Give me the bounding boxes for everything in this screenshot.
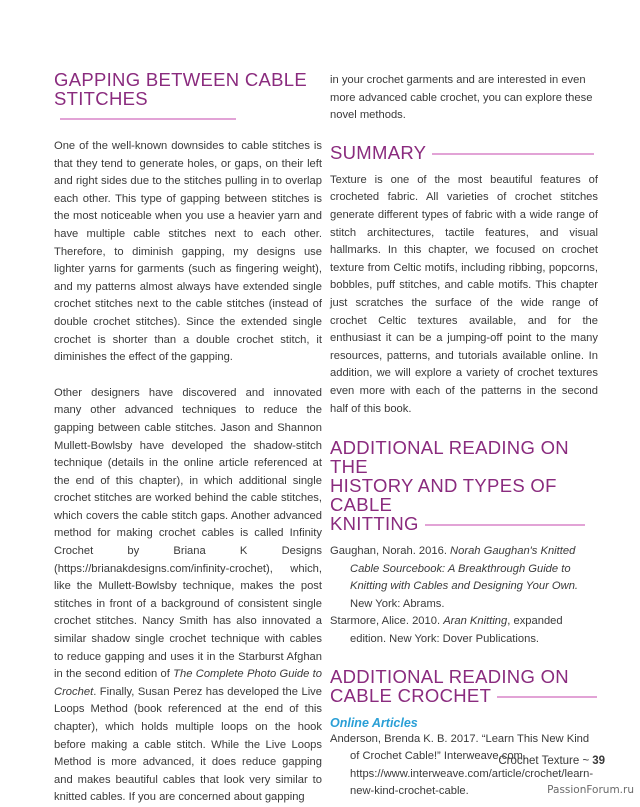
ref-title: Norah Gaughan's Knitted Cable Sourcebook: A Breakthrough Guide to Knitting with Cables and Designing Your Own. <box>350 545 579 593</box>
cable-heading-line2: CABLE CROCHET <box>330 684 492 706</box>
page-footer <box>498 755 605 767</box>
ref-author: Gaughan, Norah. 2016. <box>330 545 451 558</box>
history-heading-line2: HISTORY AND TYPES OF CABLE <box>330 475 557 516</box>
footer-section: Crochet Texture ~ <box>498 755 590 767</box>
summary-paragraph: Texture is one of the most beautiful features of crocheted fabric. All varieties of crochet stitches generate different types of fabric with a wide range of stitch architectures, tactile features, and visual hallmarks. In this chapter, we focused on crochet texture from Celtic motifs, including ribbing, popcorns, bobbles, puff stitches, and cable motifs. This chapter just scratches the surface of the wide range of crochet Celtic textures available, and for the enthusiast it can be a jumping-off point to the many resources, patterns, and tutorials available online. In addition, we will explore a variety of crochet textures even more with each of the patterns in the second half of this book. <box>330 173 598 415</box>
gapping-paragraph-2 <box>54 385 322 807</box>
history-heading <box>330 438 598 533</box>
left-column <box>54 70 322 807</box>
reference-gaughan <box>330 543 598 613</box>
cable-heading-line1: ADDITIONAL READING ON <box>330 665 569 687</box>
gapping-paragraph-2b: . Finally, Susan Perez has developed the Live Loops Method (book referenced at the end of this chapter), which holds multiple loops on the hook before making a cable stitch. While the Live Loops Method is more advanced, it does reduce gapping and makes beautiful cables that look very similar to knitted cables. If you are concerned about gapping <box>54 685 322 804</box>
watermark: PassionForum.ru <box>547 784 634 796</box>
history-heading-line3: KNITTING <box>330 513 419 535</box>
continued-paragraph: in your crochet garments and are interested in even more advanced cable crochet, you can explore these novel methods. <box>330 74 593 122</box>
summary-heading-text: SUMMARY <box>330 141 427 163</box>
book-title: The Complete Photo Guide to Crochet <box>54 668 322 698</box>
gapping-paragraph-2a: Other designers have discovered and innovated many other advanced techniques to reduce the gapping between cable stitches. Jason and Shannon Mullett-Bowlsby have developed the shadow-stitch technique (details in the online article referenced at the end of this chapter), in which additional single crochet stitches are worked behind the cable stitches, which covers the cable stitch gaps. Another advanced method for making crochet cables is called Infinity Crochet by Briana K Designs (https://brianakdesigns.com/infinity-crochet), which, like the Mullett-Bowlsby technique, makes the post stitches in front of a background of consistent single crochet stitches. Nancy Smith has also innovated a similar shadow single crochet technique with cables to reduce gapping and uses it in the Starburst Afghan in the second edition of <box>54 386 322 681</box>
reference-starmore <box>330 613 598 648</box>
heading-rule <box>60 118 236 120</box>
cable-crochet-heading <box>330 667 598 705</box>
heading-rule <box>425 524 585 526</box>
ref-title: Aran Knitting <box>443 615 508 628</box>
ref-author: Starmore, Alice. 2010. <box>330 615 444 628</box>
heading-rule <box>497 696 597 698</box>
heading-rule <box>432 153 594 155</box>
history-references <box>330 543 598 649</box>
online-articles-subhead: Online Articles <box>330 715 418 730</box>
reference-anderson: Anderson, Brenda K. B. 2017. “Learn This New Kind of Crochet Cable!” Interweave.com. https://www.interweave.com/article/crochet/learn-new-kind-crochet-cable. <box>330 732 594 798</box>
page-number: 39 <box>592 755 605 767</box>
gapping-heading <box>54 70 322 127</box>
gapping-heading-line2: STITCHES <box>54 88 148 109</box>
gapping-heading-line1: GAPPING BETWEEN CABLE <box>54 69 308 90</box>
history-heading-line1: ADDITIONAL READING ON THE <box>330 437 569 478</box>
gapping-paragraph-1: One of the well-known downsides to cable stitches is that they tend to generate holes, or gaps, on their left and right sides due to the stitches pulling in to overlap each other. This type of gapping between stitches is the most noticeable when you use a heavier yarn and have multiple cable stitches next to each other. Therefore, to diminish gapping, my designs use lighter yarns for garments (such as fingering weight), and my patterns almost always have extended single crochet stitches next to the cable stitches (instead of double crochet stitches). Since the extended single crochet is shorter than a double crochet stitch, it diminishes the effect of the gapping. <box>54 140 322 364</box>
ref-publisher: , expanded edition. New York: Dover Publications. <box>350 615 563 646</box>
ref-publisher: New York: Abrams. <box>350 597 445 610</box>
right-column <box>330 72 598 801</box>
summary-heading <box>330 143 598 162</box>
